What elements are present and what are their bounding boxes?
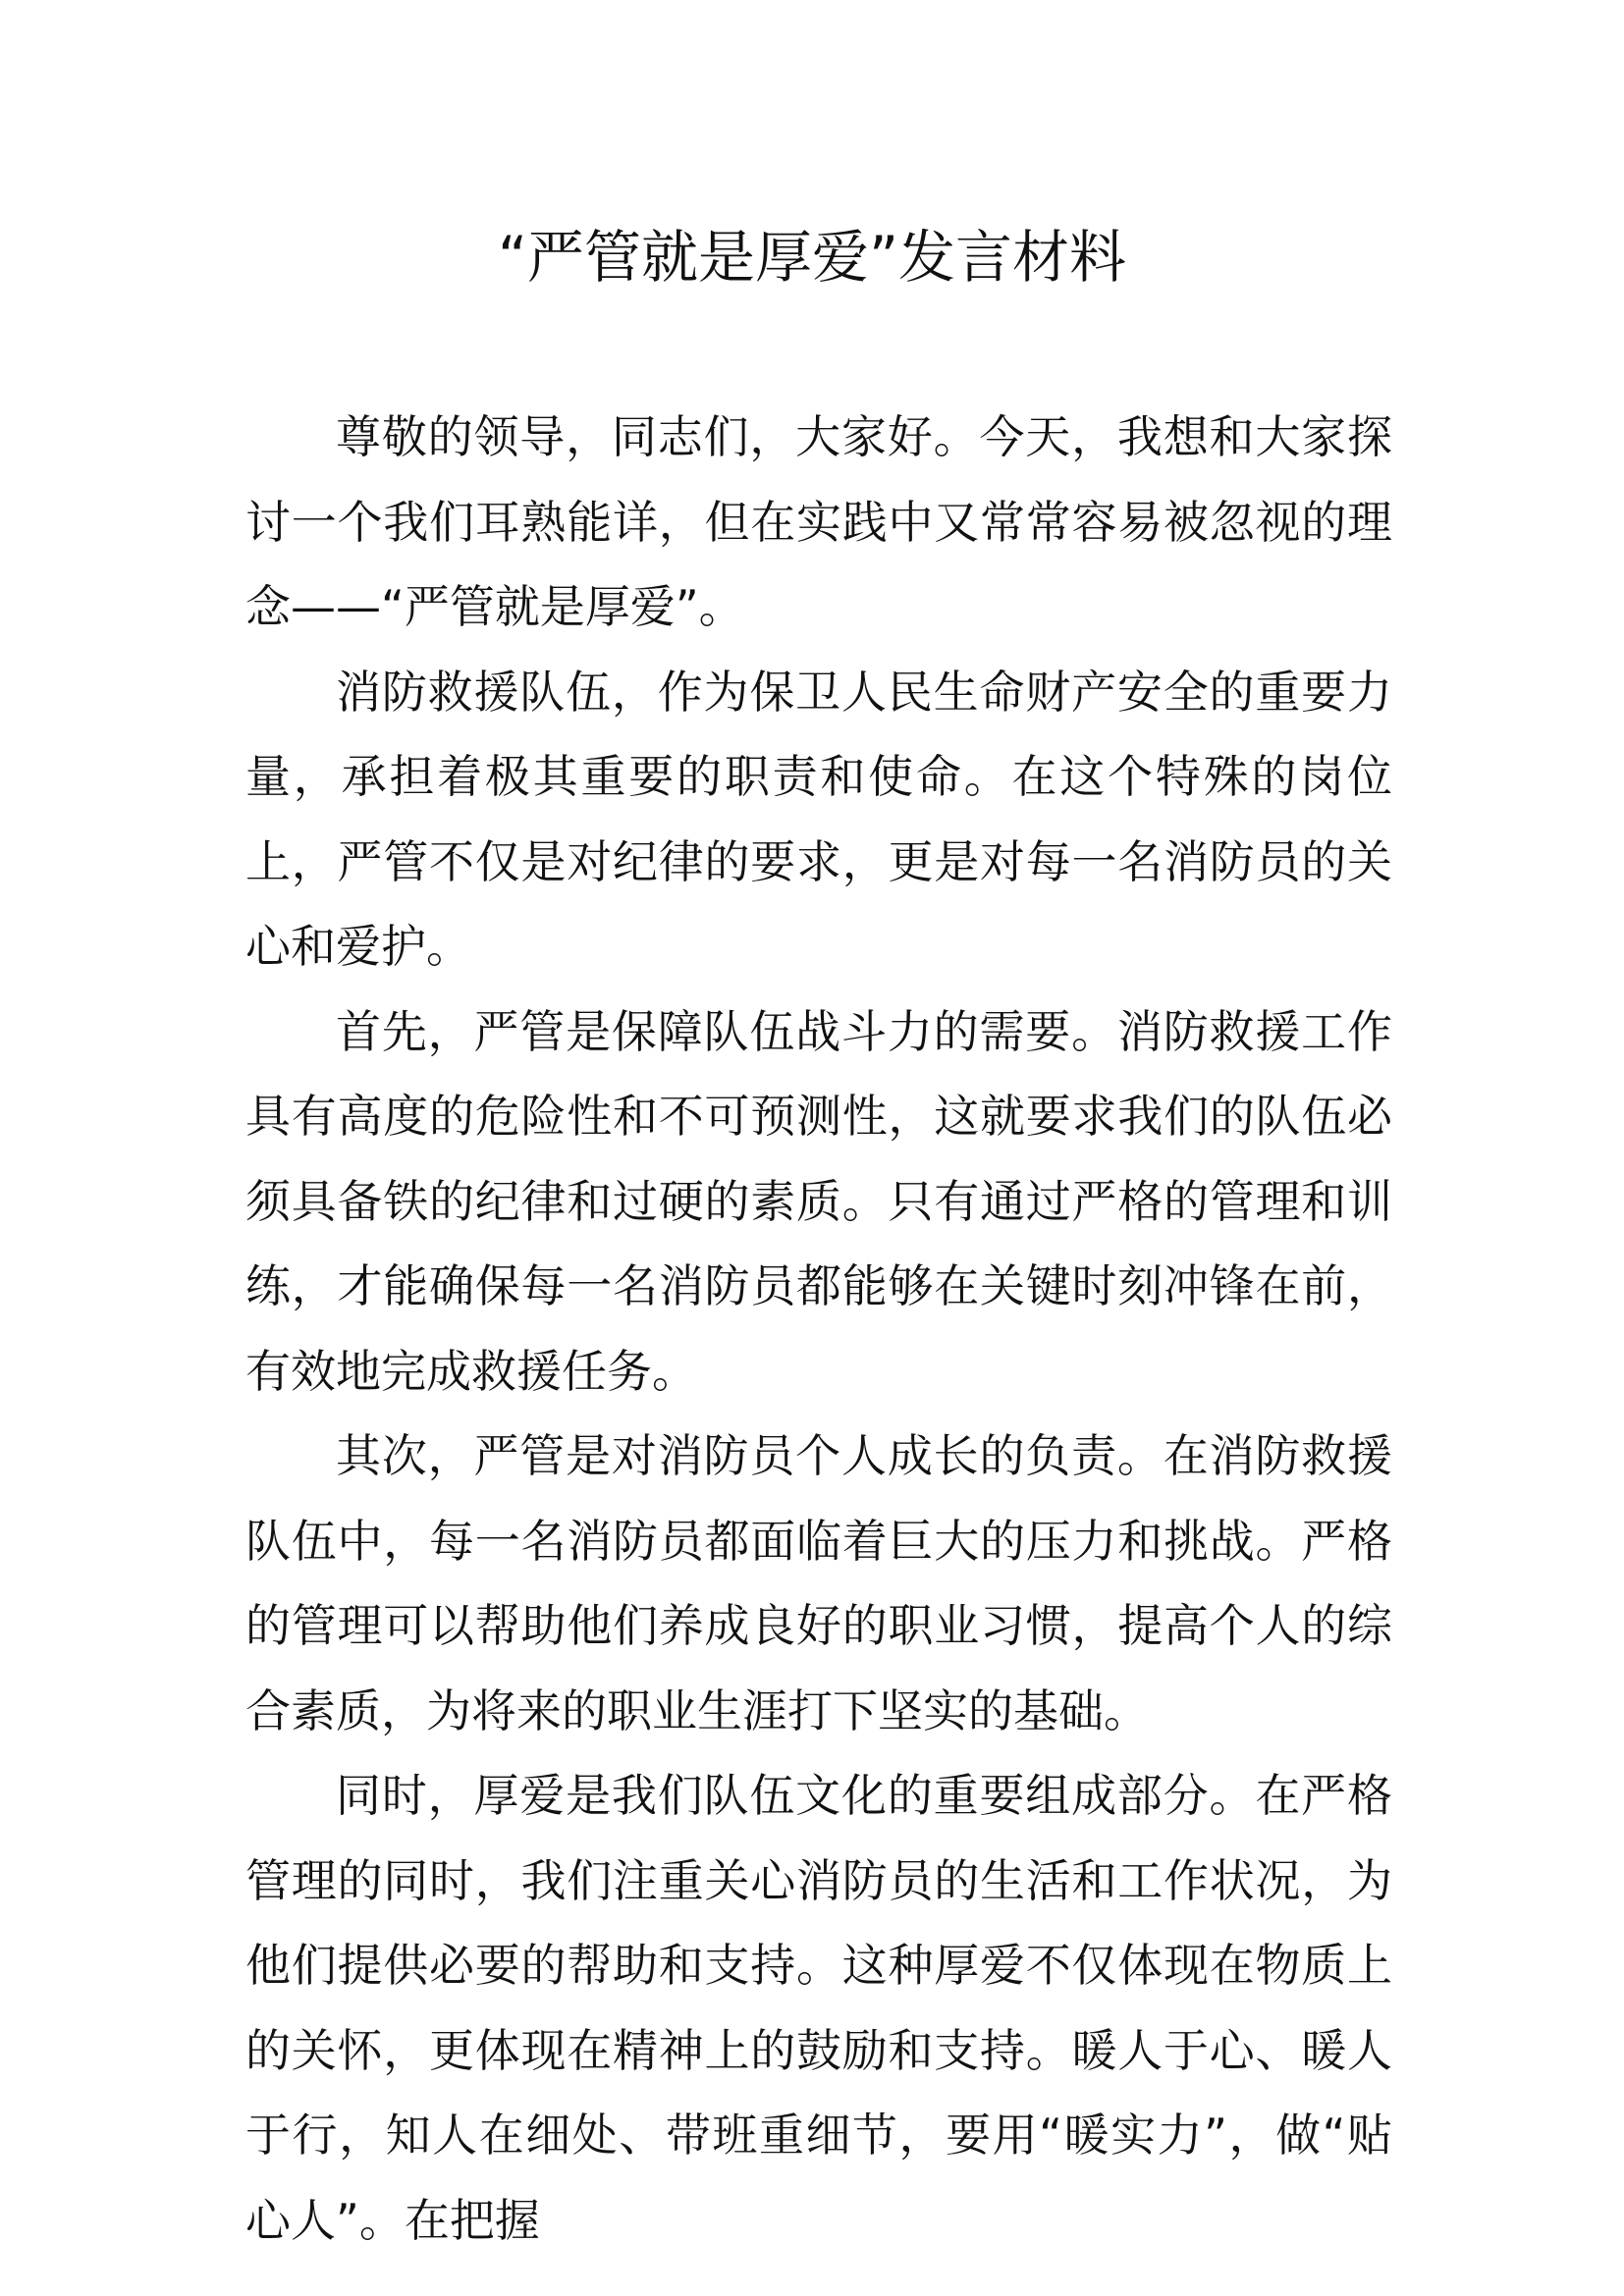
paragraph-third-point: 同时，厚爱是我们队伍文化的重要组成部分。在严格管理的同时，我们注重关心消防员的生活和工作状况，为他们提供必要的帮助和支持。这种厚爱不仅体现在物质上的关怀，更体现在精神上的鼓励和支持。暖人于心、暖人于行，知人在细处、带班重细节，要用“暖实力”，做“贴心人”。在把握: [245, 1769, 1392, 2247]
paragraph-second-point: 其次，严管是对消防员个人成长的负责。在消防救援队伍中，每一名消防员都面临着巨大的压力和挑战。严格的管理可以帮助他们养成良好的职业习惯，提高个人的综合素质，为将来的职业生涯打下坚实的基础。: [245, 1429, 1392, 1737]
paragraph-greeting: 尊敬的领导，同志们，大家好。今天，我想和大家探讨一个我们耳熟能详，但在实践中又常常容易被忽视的理念——“严管就是厚爱”。: [245, 410, 1392, 633]
document-title: “严管就是厚爱”发言材料: [497, 224, 1127, 291]
paragraph-role: 消防救援队伍，作为保卫人民生命财产安全的重要力量，承担着极其重要的职责和使命。在这个特殊的岗位上，严管不仅是对纪律的要求，更是对每一名消防员的关心和爱护。: [245, 665, 1392, 973]
document-body: [245, 395, 1392, 2263]
paragraph-first-point: 首先，严管是保障队伍战斗力的需要。消防救援工作具有高度的危险性和不可预测性，这就要求我们的队伍必须具备铁的纪律和过硬的素质。只有通过严格的管理和训练，才能确保每一名消防员都能够在关键时刻冲锋在前，有效地完成救援任务。: [245, 1004, 1392, 1398]
